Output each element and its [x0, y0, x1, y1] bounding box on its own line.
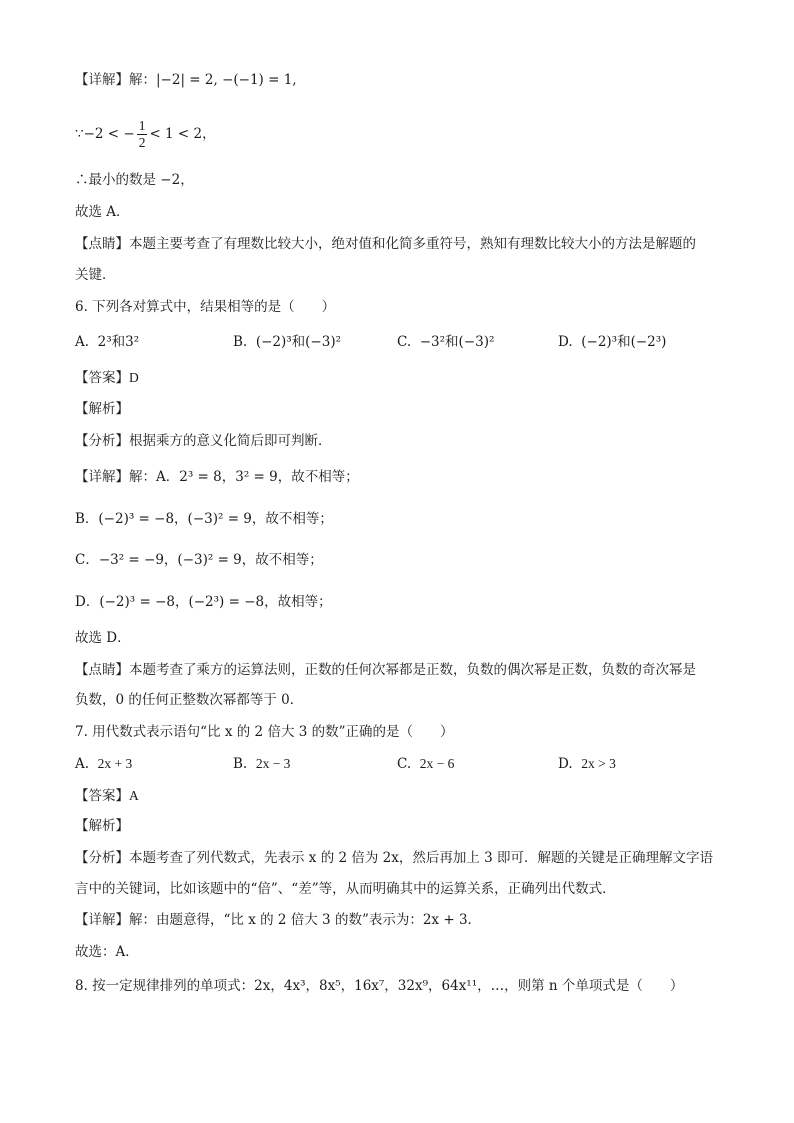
q5-detail-line [75, 70, 297, 90]
q7-detail: 【详解】解：由题意得，“比 x 的 2 倍大 3 的数”表示为：2x + 3． [75, 912, 482, 928]
q7-fenxi-line-1: 【分析】本题考查了列代数式，先表示 x 的 2 倍为 2x，然后再加上 3 即可．解题的关键是正确理解文字语 [75, 850, 714, 866]
q7-option-d: D. 2x > 3 [558, 756, 616, 772]
q6-detail-a: 【详解】解：A．2³ = 8，3² = 9，故不相等； [75, 469, 359, 485]
q6-analysis-label: 【解析】 [75, 401, 129, 417]
q7-choose: 故选：A． [75, 944, 139, 960]
q6-detail-d: D．(−2)³ = −8，(−2³) = −8，故相等； [75, 594, 332, 610]
q5-choose: 故选 A． [75, 204, 130, 220]
q6-fenxi: 【分析】根据乘方的意义化简后即可判断． [75, 433, 332, 449]
q5-therefore: ∴最小的数是 −2， [75, 172, 194, 188]
q6-answer [75, 368, 139, 388]
point-label: 【点睛】 [75, 236, 129, 252]
q6-option-a: A. 2³和3² [75, 334, 140, 350]
q6-stem: 6. 下列各对算式中，结果相等的是（ ） [75, 299, 336, 315]
q6-detail-b: B．(−2)³ = −8，(−3)² = 9，故不相等； [75, 511, 333, 527]
q5-since-line: ∵−2 < − $\frac{1}{2}$ < 1 < 2， [75, 118, 216, 150]
q5-point-line-1: 【点睛】本题主要考查了有理数比较大小，绝对值和化简多重符号，熟知有理数比较大小的方法是解题的 [75, 236, 696, 252]
q7-option-a: A. 2x + 3 [75, 756, 133, 772]
q6-option-c: C. −3²和(−3)² [397, 334, 495, 350]
q7-option-c: C. 2x − 6 [397, 756, 455, 772]
fraction: $\frac{1}{2}$ [138, 118, 146, 150]
q6-point-line-2: 负数，0 的任何正整数次幂都等于 0． [75, 692, 304, 708]
q6-point-line-1: 【点睛】本题考查了乘方的运算法则，正数的任何次幂都是正数，负数的偶次幂是正数，负数的奇次幂是 [75, 662, 696, 678]
q5-point-line-2: 关键． [75, 267, 116, 283]
q7-stem: 7. 用代数式表示语句“比 x 的 2 倍大 3 的数”正确的是（ ） [75, 724, 454, 740]
q7-analysis-label: 【解析】 [75, 818, 129, 834]
q6-option-b: B. (−2)³和(−3)² [233, 334, 342, 350]
q7-answer: 【答案】A [75, 788, 139, 804]
detail-text: 解：|−2| = 2, −(−1) = 1, [129, 72, 297, 88]
q8-stem: 8. 按一定规律排列的单项式：2x，4x³，8x⁵，16x⁷，32x⁹，64x¹¹，…，则第 n 个单项式是（ ） [75, 978, 684, 994]
q7-option-b: B. 2x − 3 [233, 756, 291, 772]
q6-choose: 故选 D． [75, 630, 131, 646]
answer-value: D [129, 370, 139, 385]
q6-option-d: D. (−2)³和(−2³) [558, 334, 667, 350]
q6-detail-c: C．−3² = −9，(−3)² = 9，故不相等； [75, 552, 323, 568]
q7-fenxi-line-2: 言中的关键词，比如该题中的“倍”、“差”等，从而明确其中的运算关系，正确列出代数式． [75, 881, 616, 897]
answer-label: 【答案】 [75, 370, 129, 386]
detail-label: 【详解】 [75, 72, 129, 88]
